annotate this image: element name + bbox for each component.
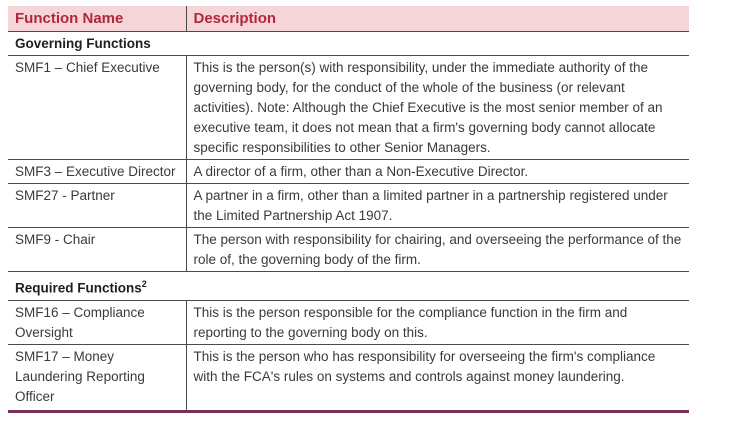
function-name-cell: SMF27 - Partner [8,184,186,228]
table-row [8,300,689,344]
table-row [8,344,689,411]
table-row [8,56,689,160]
header-description: Description [186,6,689,32]
footnote-marker: 2 [141,279,147,289]
section-heading-required [8,272,689,301]
header-function-name: Function Name [8,6,186,32]
function-name-cell: SMF16 – Compliance Oversight [8,300,186,344]
description-cell: A partner in a firm, other than a limited partner in a partnership registered under the Limited Partnership Act 1907. [186,184,689,228]
table-row [8,228,689,272]
function-name-cell: SMF3 – Executive Director [8,160,186,184]
function-name-cell: SMF17 – Money Laundering Reporting Officer [8,344,186,411]
description-cell: This is the person(s) with responsibility, under the immediate authority of the governing body, for the conduct of the whole of the business (or relevant activities). Note: Although the Chief Executive is the most senior member of an executive team, it does not mean that a firm's governing body cannot allocate specific responsibilities to other Senior Managers. [186,56,689,160]
section-row-required [8,272,689,301]
description-cell: This is the person who has responsibility for overseeing the firm's compliance with the FCA's rules on systems and controls against money laundering. [186,344,689,411]
description-cell: A director of a firm, other than a Non-Executive Director. [186,160,689,184]
smf-table-container [8,6,689,413]
table-header-row [8,6,689,32]
senior-manager-functions-table [8,6,689,413]
table-row [8,160,689,184]
function-name-cell: SMF1 – Chief Executive [8,56,186,160]
description-cell: The person with responsibility for chairing, and overseeing the performance of the role of, the governing body of the firm. [186,228,689,272]
section-row-governing [8,32,689,56]
description-cell: This is the person responsible for the compliance function in the firm and reporting to the governing body on this. [186,300,689,344]
section-label-governing: Governing Functions [8,32,689,56]
function-name-cell: SMF9 - Chair [8,228,186,272]
table-row [8,184,689,228]
section-label-required: Required Functions [15,280,142,296]
